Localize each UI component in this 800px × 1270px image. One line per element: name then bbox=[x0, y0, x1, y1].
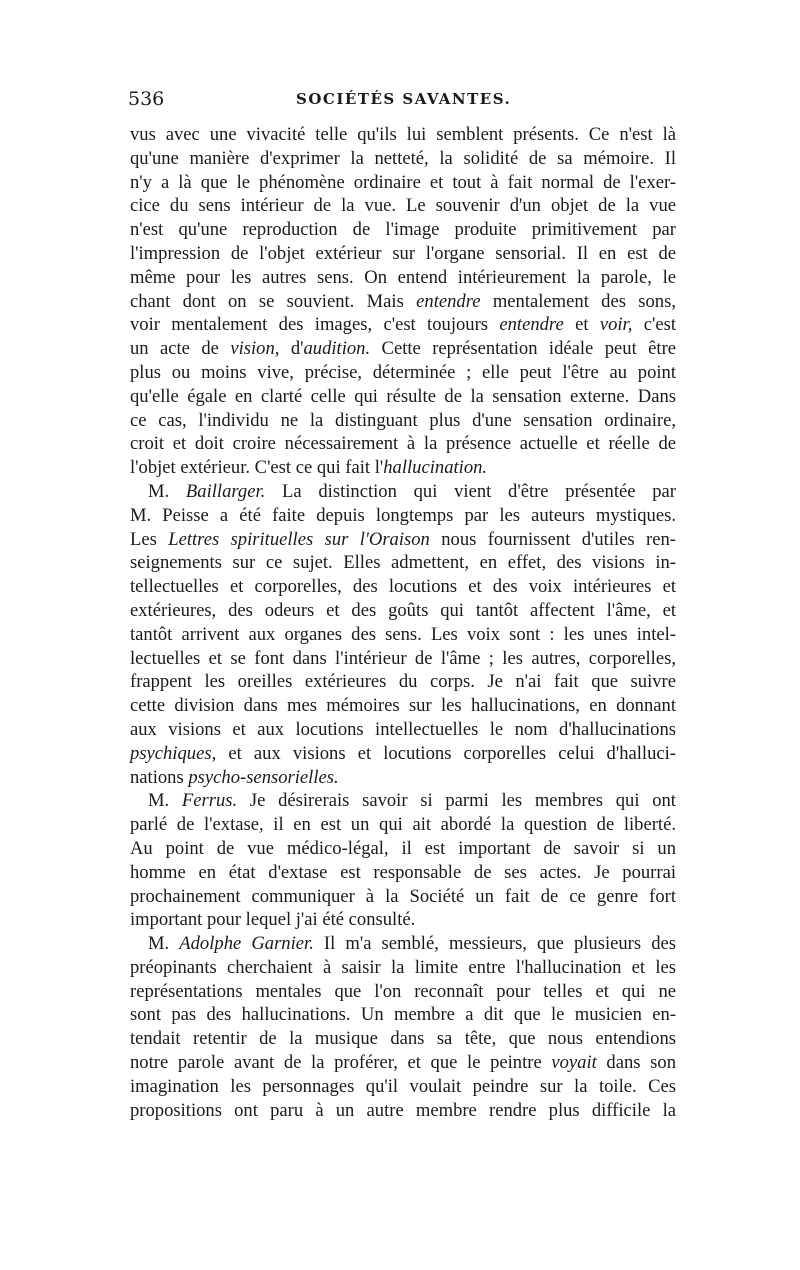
body-text bbox=[130, 123, 676, 1122]
text-line: l'impression de l'objet extérieur sur l'organe sensorial. Il en est de bbox=[130, 242, 676, 264]
page-number: 536 bbox=[128, 88, 165, 110]
text-line: aux visions et aux locutions intellectuelles le nom d'hallucinations bbox=[130, 718, 676, 740]
text-line: l'objet extérieur. C'est ce qui fait l'hallucination. bbox=[130, 457, 488, 479]
text-line: préopinants cherchaient à saisir la limite entre l'hallucination et les bbox=[130, 956, 676, 978]
text-line: croit et doit croire nécessairement à la présence actuelle et réelle de bbox=[130, 433, 676, 455]
text-line: homme en état d'extase est responsable de ses actes. Je pourrai bbox=[130, 861, 676, 883]
text-line: prochainement communiquer à la Société un fait de ce genre fort bbox=[130, 885, 676, 907]
text-line: lectuelles et se font dans l'intérieur de l'âme ; les autres, corporelles, bbox=[130, 647, 676, 669]
text-line: M. Adolphe Garnier. Il m'a semblé, messieurs, que plusieurs des bbox=[148, 933, 676, 955]
text-line: cice du sens intérieur de la vue. Le souvenir d'un objet de la vue bbox=[130, 195, 676, 217]
running-head: SOCIÉTÉS SAVANTES. bbox=[296, 90, 512, 108]
text-line: tendait retentir de la musique dans sa tête, que nous entendions bbox=[130, 1028, 676, 1050]
text-line: qu'une manière d'exprimer la netteté, la solidité de sa mémoire. Il bbox=[130, 147, 676, 169]
text-line: notre parole avant de la proférer, et que le peintre voyait dans son bbox=[130, 1052, 676, 1074]
text-line: plus ou moins vive, précise, déterminée ; elle peut l'être au point bbox=[130, 361, 676, 383]
text-line: parlé de l'extase, il en est un qui ait abordé la question de liberté. bbox=[130, 814, 676, 836]
page-header bbox=[128, 88, 676, 116]
text-line: important pour lequel j'ai été consulté. bbox=[130, 909, 416, 931]
text-line: n'est qu'une reproduction de l'image produite primitivement par bbox=[130, 219, 676, 241]
text-line: psychiques, et aux visions et locutions corporelles celui d'halluci- bbox=[130, 742, 676, 764]
text-line: sont pas des hallucinations. Un membre a dit que le musicien en- bbox=[130, 1004, 676, 1026]
text-line: Au point de vue médico-légal, il est important de savoir si un bbox=[130, 837, 676, 859]
text-line: ce cas, l'individu ne la distinguant plus d'une sensation ordinaire, bbox=[130, 409, 676, 431]
text-line: frappent les oreilles extérieures du corps. Je n'ai fait que suivre bbox=[130, 671, 676, 693]
text-line: Les Lettres spirituelles sur l'Oraison nous fournissent d'utiles ren- bbox=[130, 528, 676, 550]
text-line: M. Peisse a été faite depuis longtemps par les auteurs mystiques. bbox=[130, 504, 676, 526]
text-line: M. Baillarger. La distinction qui vient d'être présentée par bbox=[148, 480, 676, 502]
text-line: représentations mentales que l'on reconnaît pour telles et qui ne bbox=[130, 980, 676, 1002]
text-line: vus avec une vivacité telle qu'ils lui semblent présents. Ce n'est là bbox=[130, 124, 676, 145]
text-line: chant dont on se souvient. Mais entendre mentalement des sons, bbox=[130, 290, 676, 312]
text-line: imagination les personnages qu'il voulait peindre sur la toile. Ces bbox=[130, 1075, 676, 1097]
text-line: n'y a là que le phénomène ordinaire et tout à fait normal de l'exer- bbox=[130, 171, 676, 193]
text-line: M. Ferrus. Je désirerais savoir si parmi les membres qui ont bbox=[148, 790, 676, 812]
text-line: extérieures, des odeurs et des goûts qui tantôt affectent l'âme, et bbox=[130, 599, 676, 621]
text-line: un acte de vision, d'audition. Cette représentation idéale peut être bbox=[130, 338, 677, 360]
text-line: tantôt arrivent aux organes des sens. Les voix sont : les unes intel- bbox=[130, 623, 676, 645]
text-line: qu'elle égale en clarté celle qui résulte de la sensation externe. Dans bbox=[130, 385, 676, 407]
text-line: tellectuelles et corporelles, des locutions et des voix intérieures et bbox=[130, 576, 676, 598]
text-line: seignements sur ce sujet. Elles admettent, en effet, des visions in- bbox=[130, 552, 676, 574]
text-line: même pour les autres sens. On entend intérieurement la parole, le bbox=[130, 266, 676, 288]
text-line: propositions ont paru à un autre membre rendre plus difficile la bbox=[130, 1099, 676, 1121]
text-line: cette division dans mes mémoires sur les hallucinations, en donnant bbox=[130, 695, 676, 717]
text-line: voir mentalement des images, c'est toujours entendre et voir, c'est bbox=[130, 314, 676, 336]
text-line: nations psycho-sensorielles. bbox=[130, 766, 339, 788]
